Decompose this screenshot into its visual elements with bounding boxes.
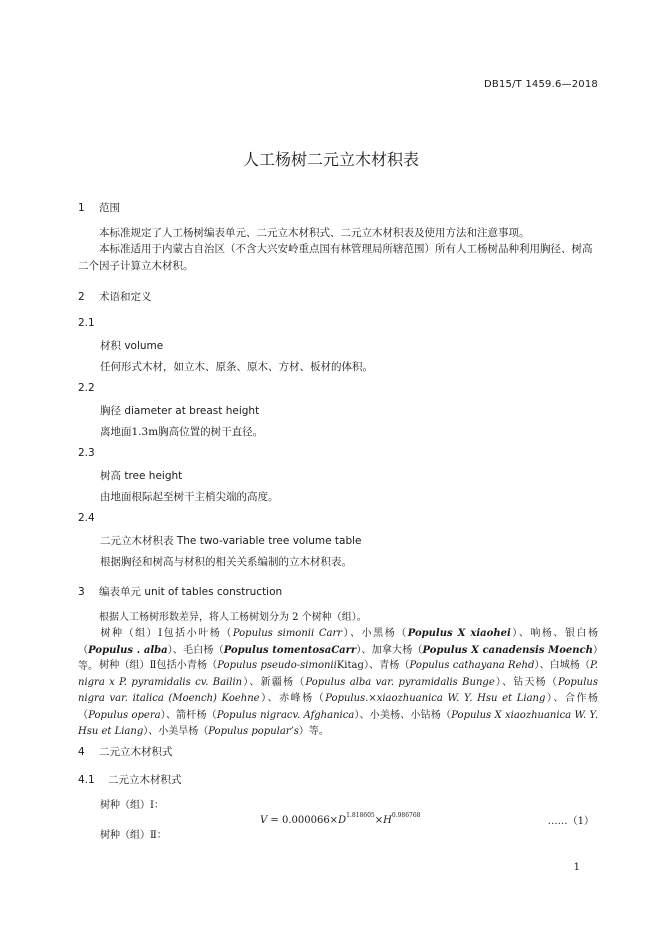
section-number: 3 <box>78 586 85 598</box>
paragraph-text: 本标准适用于内蒙古自治区（不含大兴安岭重点国有林管理局所辖范围）所有人工杨树品种利用胸径、树高二个因子计算立木材积。 <box>78 243 593 272</box>
latin-name: Populus . alba <box>88 644 168 656</box>
text-run: ）、毛白杨（ <box>167 644 224 656</box>
section-title: 术语和定义 <box>99 291 152 303</box>
term-number: 2.4 <box>78 512 95 524</box>
text-run: 树种（组）Ⅰ包括小叶杨（ <box>99 628 233 639</box>
formula-h-exponent: 0.986768 <box>391 812 421 819</box>
term-definition: 由地面根际起至树干主梢尖端的高度。 <box>100 491 279 503</box>
section-title: 二元立木材积式 <box>99 746 173 758</box>
text-run: ）、新疆杨（ <box>242 676 306 688</box>
page-number: 1 <box>573 862 580 873</box>
text-run: ）、小美杨、小钻杨（ <box>354 709 452 721</box>
text-run: ）、小黑杨（ <box>342 628 408 639</box>
text-run: 树种（组）Ⅱ包括小青杨（ <box>99 660 218 671</box>
section-4-heading <box>78 744 173 759</box>
latin-name: Populus nigracv. Afghanica <box>216 709 355 721</box>
equation-number: ……（1） <box>547 816 594 827</box>
section-1-heading <box>78 200 120 215</box>
latin-name: Populus X xiaozhuanica W. Y. Hsu et Liang <box>78 709 599 737</box>
section-number: 4 <box>78 746 85 758</box>
section-3-paragraph-1 <box>78 610 598 627</box>
formula-h: H <box>383 815 392 826</box>
subsection-title: 二元立木材积式 <box>108 774 182 786</box>
species-group-2-label: 树种（组）Ⅱ： <box>100 830 167 841</box>
latin-name: Populus popular’s <box>208 726 299 737</box>
subsection-number: 4.1 <box>78 774 95 786</box>
section-title: 范围 <box>99 202 120 214</box>
section-title: 编表单元 unit of tables construction <box>99 586 283 598</box>
section-1-paragraph-2 <box>78 241 598 274</box>
term-name: 二元立木材积表 The two-variable tree volume table <box>100 535 362 547</box>
term-definition: 任何形式木材，如立木、原条、原木、方材、板材的体积。 <box>100 361 373 373</box>
text-run: ）、合作杨（ <box>78 693 598 721</box>
term-name: 胸径 diameter at breast height <box>100 405 260 417</box>
text-run: ）、箭杆杨（ <box>160 709 217 721</box>
document-title: 人工杨树二元立木材积表 <box>242 150 419 169</box>
text-run: ）、钻天杨（ <box>494 676 559 688</box>
formula-times: × <box>374 815 384 826</box>
section-3-heading <box>78 584 282 599</box>
formula-v: V <box>260 815 268 826</box>
formula-coefficient: = 0.000066× <box>267 815 339 826</box>
latin-name: Populus cathayana Rehd <box>409 660 535 671</box>
text-run: Kitag）、青杨（ <box>336 660 410 671</box>
paragraph-text: 本标准规定了人工杨树编表单元、二元立木材积式、二元立木材积表及使用方法和注意事项。 <box>99 227 530 239</box>
formula-d-exponent: 1.818605 <box>346 812 375 819</box>
text-run: ）、赤峰杨（ <box>259 693 326 704</box>
section-number: 1 <box>78 202 85 214</box>
latin-name: Populus.×xiaozhuanica W. Y. Hsu et Liang <box>325 693 546 704</box>
term-number: 2.2 <box>78 382 95 394</box>
species-group-1-label: 树种（组）Ⅰ： <box>100 800 164 811</box>
term-number: 2.3 <box>78 447 95 459</box>
latin-name: P. nigra x P. pyramidalis cv. Bailin <box>78 660 599 688</box>
paragraph-text: 根据人工杨树形数差异，将人工杨树划分为 2 个树种（组）。 <box>99 612 367 623</box>
formula-d: D <box>338 815 347 826</box>
text-run: ）、响杨、银白杨（ <box>78 628 598 656</box>
section-number: 2 <box>78 291 85 303</box>
latin-name: Populus nigra var. italica (Moench) Koehne <box>78 676 599 704</box>
text-run: ）、小美旱杨（ <box>143 726 209 737</box>
section-1-paragraph-1 <box>78 225 598 242</box>
species-group-2-paragraph <box>78 658 598 741</box>
text-run: ）、加拿大杨（ <box>356 644 423 656</box>
latin-name: Populus simonii Carr <box>232 628 343 639</box>
text-run: ）、白城杨（ <box>534 660 591 671</box>
term-definition: 离地面1.3m胸高位置的树干直径。 <box>100 426 264 438</box>
term-number: 2.1 <box>78 317 95 329</box>
term-name: 树高 tree height <box>100 470 183 482</box>
latin-name: Populus pseudo-simonii <box>217 660 337 671</box>
latin-name: Populus alba var. pyramidalis Bunge <box>305 676 495 688</box>
volume-formula <box>260 812 421 826</box>
text-run: ）等。 <box>78 644 599 672</box>
section-2-heading <box>78 289 152 304</box>
latin-name: Populus X xiaohei <box>407 628 511 639</box>
standard-code: DB15/T 1459.6—2018 <box>484 79 598 90</box>
latin-name: Populus opera <box>88 709 161 721</box>
latin-name: Populus X canadensis Moench <box>422 644 593 656</box>
term-name: 材积 volume <box>100 340 164 352</box>
subsection-4-1-heading <box>78 772 182 787</box>
latin-name: Populus tomentosaCarr <box>223 644 357 656</box>
term-definition: 根据胸径和树高与材积的相关关系编制的立木材积表。 <box>100 556 352 568</box>
text-run: ）等。 <box>298 726 329 737</box>
